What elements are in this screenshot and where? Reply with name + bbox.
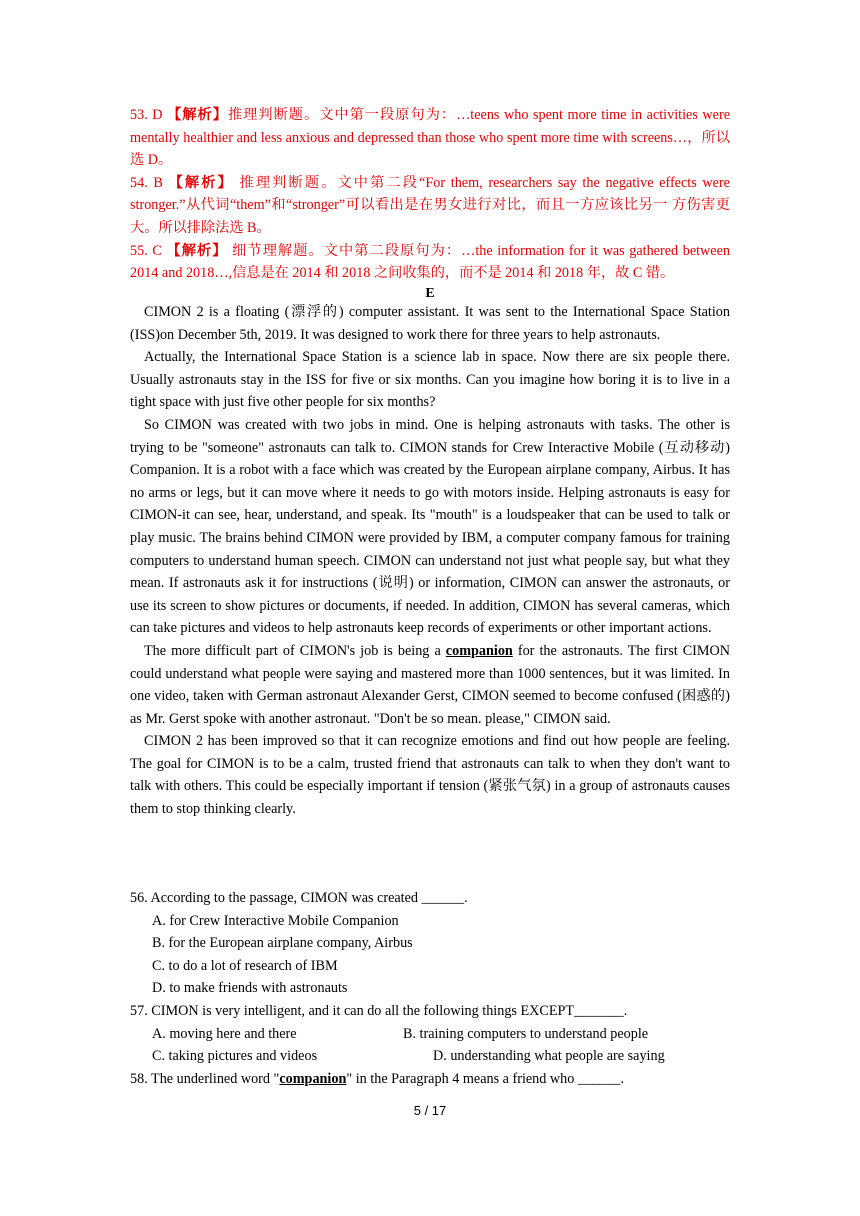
question-57-row-2 — [130, 1045, 730, 1068]
underlined-word: companion — [445, 642, 513, 659]
analysis-tag: 【解析】 — [167, 107, 228, 123]
answer-explanations — [130, 104, 730, 285]
answer-number: 54. B — [130, 174, 169, 191]
question-56-option-b: B. for the European airplane company, Airbus — [152, 935, 413, 952]
underlined-word: companion — [279, 1070, 347, 1087]
paragraph-1: CIMON 2 is a floating (漂浮的) computer assistant. It was sent to the International Space Station (ISS)on December 5th, 2019. It was designed to work there for three years to help astronauts. — [130, 304, 730, 343]
answer-text: 推理判断题。文中第一段原句为：…teens who spent more time in activities were mentally healthier and less anxious and depressed than those who spent more time with screens…，所以选 D。 — [130, 107, 730, 169]
question-57-option-c: C. taking pictures and videos — [152, 1048, 318, 1065]
question-56-option-a: A. for Crew Interactive Mobile Companion — [152, 912, 399, 929]
answer-number: 53. D — [130, 107, 168, 123]
page-number: 5 / 17 — [413, 1103, 447, 1118]
paragraph-2: Actually, the International Space Station is a science lab in space. Now there are six people there. Usually astronauts stay in the ISS for five or six months. Can you imagine how boring it is to live in a tight space with just five other people for six months? — [130, 349, 730, 411]
analysis-tag: 【解析】 — [168, 174, 234, 191]
questions — [130, 887, 730, 1090]
question-56-option-d: D. to make friends with astronauts — [152, 980, 348, 997]
paragraph-4-text-start: The more difficult part of CIMON's job is being a — [144, 642, 446, 659]
analysis-tag: 【解析】 — [166, 242, 228, 259]
question-57-option-a: A. moving here and there — [152, 1025, 297, 1042]
answer-text: 细节理解题。文中第二段原句为：…the information for it was gathered between 2014 and 2018…,信息是在 2014 和 2018 之间收集的，而不是 2014 和 2018 年，故 C 错。 — [130, 242, 730, 282]
section-title: E — [425, 286, 435, 301]
question-57-option-b: B. training computers to understand people — [403, 1025, 649, 1042]
question-58-text-start: 58. The underlined word " — [130, 1070, 280, 1087]
question-58-stem — [130, 1068, 730, 1091]
question-57-stem: 57. CIMON is very intelligent, and it can do all the following things EXCEPT_______. — [130, 1002, 628, 1019]
paragraph-4 — [130, 640, 730, 730]
answer-55 — [130, 240, 730, 285]
paragraph-3: So CIMON was created with two jobs in mind. One is helping astronauts with tasks. The other is trying to be "someone" astronauts can talk to. CIMON stands for Crew Interactive Mobile (互动移动) Companion. It is a robot with a face which was created by the European airplane company, Airbus. It has no arms or legs, but it can move where it needs to go with motors inside. Helping astronauts is easy for CIMON-it can see, hear, understand, and speak. Its "mouth" is a loudspeaker that can be used to talk or play music. The brains behind CIMON were provided by IBM, a computer company famous for training computers to understand human speech. CIMON can understand not just what people say, but what they mean. If astronauts ask it for instructions (说明) or information, CIMON can answer the astronauts, or use its screen to show pictures or documents, if needed. In addition, CIMON has several cameras, which can take pictures and videos to help astronauts keep records of experiments or other important actions. — [130, 416, 730, 637]
reading-passage — [130, 301, 730, 821]
paragraph-4-text-end: for the astronauts. The first CIMON could understand what people were saying and mastered more than 1000 sentences, but it was limited. In one video, taken with German astronaut Alexander Gerst, CIMON seemed to become confused (困惑的) as Mr. Gerst spoke with another astronaut. "Don't be so mean. please," CIMON said. — [130, 642, 730, 727]
answer-53 — [130, 104, 730, 172]
answer-number: 55. C — [130, 242, 167, 259]
question-57-option-d: D. understanding what people are saying — [433, 1048, 665, 1065]
answer-text: 推理判断题。文中第二段“For them, researchers say the negative effects were stronger.”从代词“them”和“stronger”可以看出是在男女进行对比，而且一方应该比另一 方伤害更大。所以排除法选 B。 — [130, 174, 730, 236]
question-57-row-1 — [130, 1023, 730, 1046]
question-56-stem: 56. According to the passage, CIMON was created ______. — [130, 890, 468, 906]
question-56-option-c: C. to do a lot of research of IBM — [152, 957, 338, 974]
paragraph-5: CIMON 2 has been improved so that it can recognize emotions and find out how people are feeling. The goal for CIMON is to be a calm, trusted friend that astronauts can talk to when they don't want to talk with others. This could be especially important if tension (紧张气氛) in a group of astronauts causes them to stop thinking clearly. — [130, 733, 730, 818]
answer-54 — [130, 172, 730, 240]
question-58-text-end: " in the Paragraph 4 means a friend who ______. — [346, 1070, 625, 1087]
